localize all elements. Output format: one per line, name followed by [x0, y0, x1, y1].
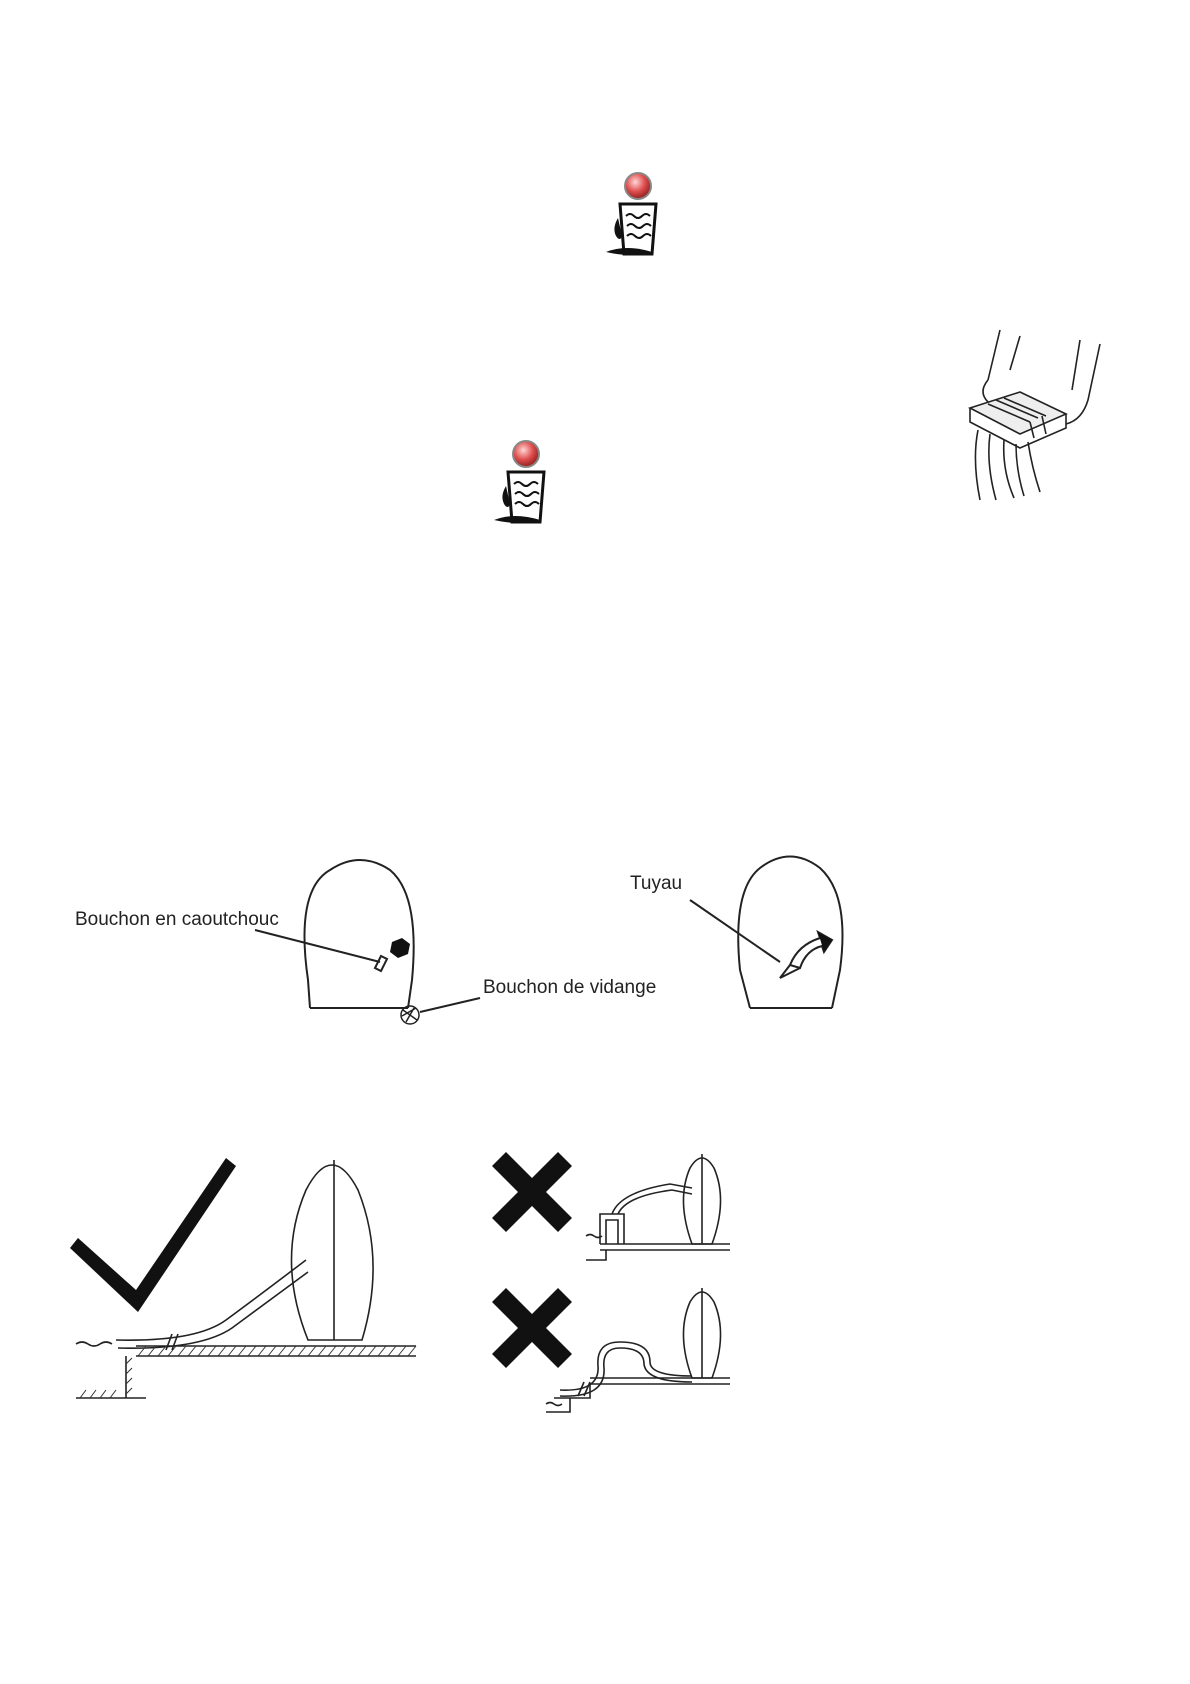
drain-plug-label: Bouchon de vidange — [483, 977, 657, 998]
drain-indicator-icon-2 — [488, 436, 548, 526]
rubber-plug-label: Bouchon en caoutchouc — [75, 910, 279, 929]
cross-mark-icon — [492, 1288, 572, 1368]
correct-drainage-diagram — [76, 1150, 426, 1400]
drain-indicator-icon-1 — [600, 168, 660, 258]
spa-drain-diagram — [70, 860, 690, 1030]
cross-mark-icon — [492, 1152, 572, 1232]
hose-label: Tuyau — [630, 874, 683, 893]
hands-filter-illustration — [960, 330, 1110, 510]
incorrect-drainage-diagram-2 — [490, 1286, 730, 1416]
incorrect-drainage-diagram-1 — [490, 1150, 730, 1260]
check-mark-icon — [70, 1158, 236, 1312]
